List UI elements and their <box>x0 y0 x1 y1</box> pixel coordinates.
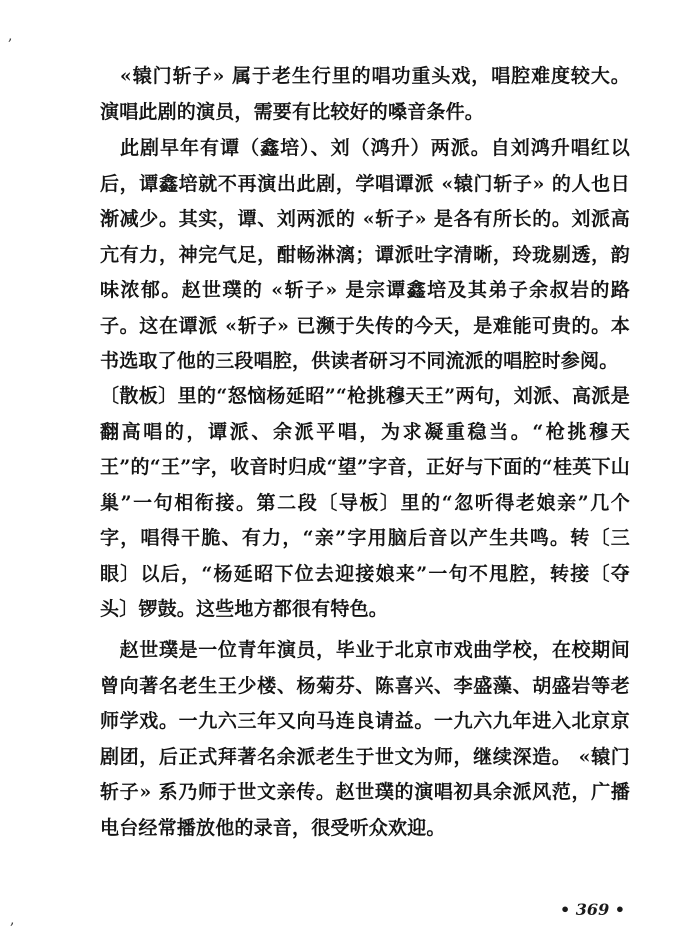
paragraph-4: 赵世璞是一位青年演员，毕业于北京市戏曲学校，在校期间曾向著名老生王少楼、杨菊芬、陈喜兴、李盛藻、胡盛岩等老师学戏。一九六三年又向马连良请益。一九六九年进入北京京剧团，后正式拜著名余派老生于世文为师，继续深造。 «辕门斩子» 系乃师于世文亲传。赵世璞的演唱初具余派风范，广播电台经常播放他的录音，很受听众欢迎。 <box>100 639 630 839</box>
page-number: • 369 • <box>560 900 625 919</box>
paragraph-3: 〔散板〕里的“怒恼杨延昭”“枪挑穆天王”两句，刘派、高派是翻高唱的，谭派、余派平唱，为求凝重稳当。“枪挑穆天王”的“王”字，收音时归成“望”字音，正好与下面的“桂英下山巢”一句相衔接。第二段〔导板〕里的“忽听得老娘亲”几个字，唱得干脆、有力，“亲”字用脑后音以产生共鸣。转〔三眼〕以后，“杨延昭下位去迎接娘来”一句不甩腔，转接〔夺头〕锣鼓。这些地方都很有特色。 <box>100 385 630 620</box>
paragraph-1: «辕门斩子» 属于老生行里的唱功重头戏，唱腔难度较大。演唱此剧的演员，需要有比较好的嗓音条件。 <box>100 65 630 123</box>
paragraph-2: 此剧早年有谭（鑫培）、刘（鸿升）两派。自刘鸿升唱红以后，谭鑫培就不再演出此剧，学唱谭派 «辕门斩子» 的人也日渐减少。其实，谭、刘两派的 «斩子» 是各有所长的。刘派高亢有力，神完气足，酣畅淋漓；谭派吐字清晰，玲珑剔透，韵味浓郁。赵世璞的 «斩子» 是宗谭鑫培及其弟子余叔岩的路子。这在谭派 «斩子» 已濒于失传的今天，是难能可贵的。本书选取了他的三段唱腔，供读者研习不同流派的唱腔时参阅。 <box>100 137 630 372</box>
margin-mark-top: , <box>8 28 13 44</box>
margin-mark-bottom: , <box>10 912 15 928</box>
